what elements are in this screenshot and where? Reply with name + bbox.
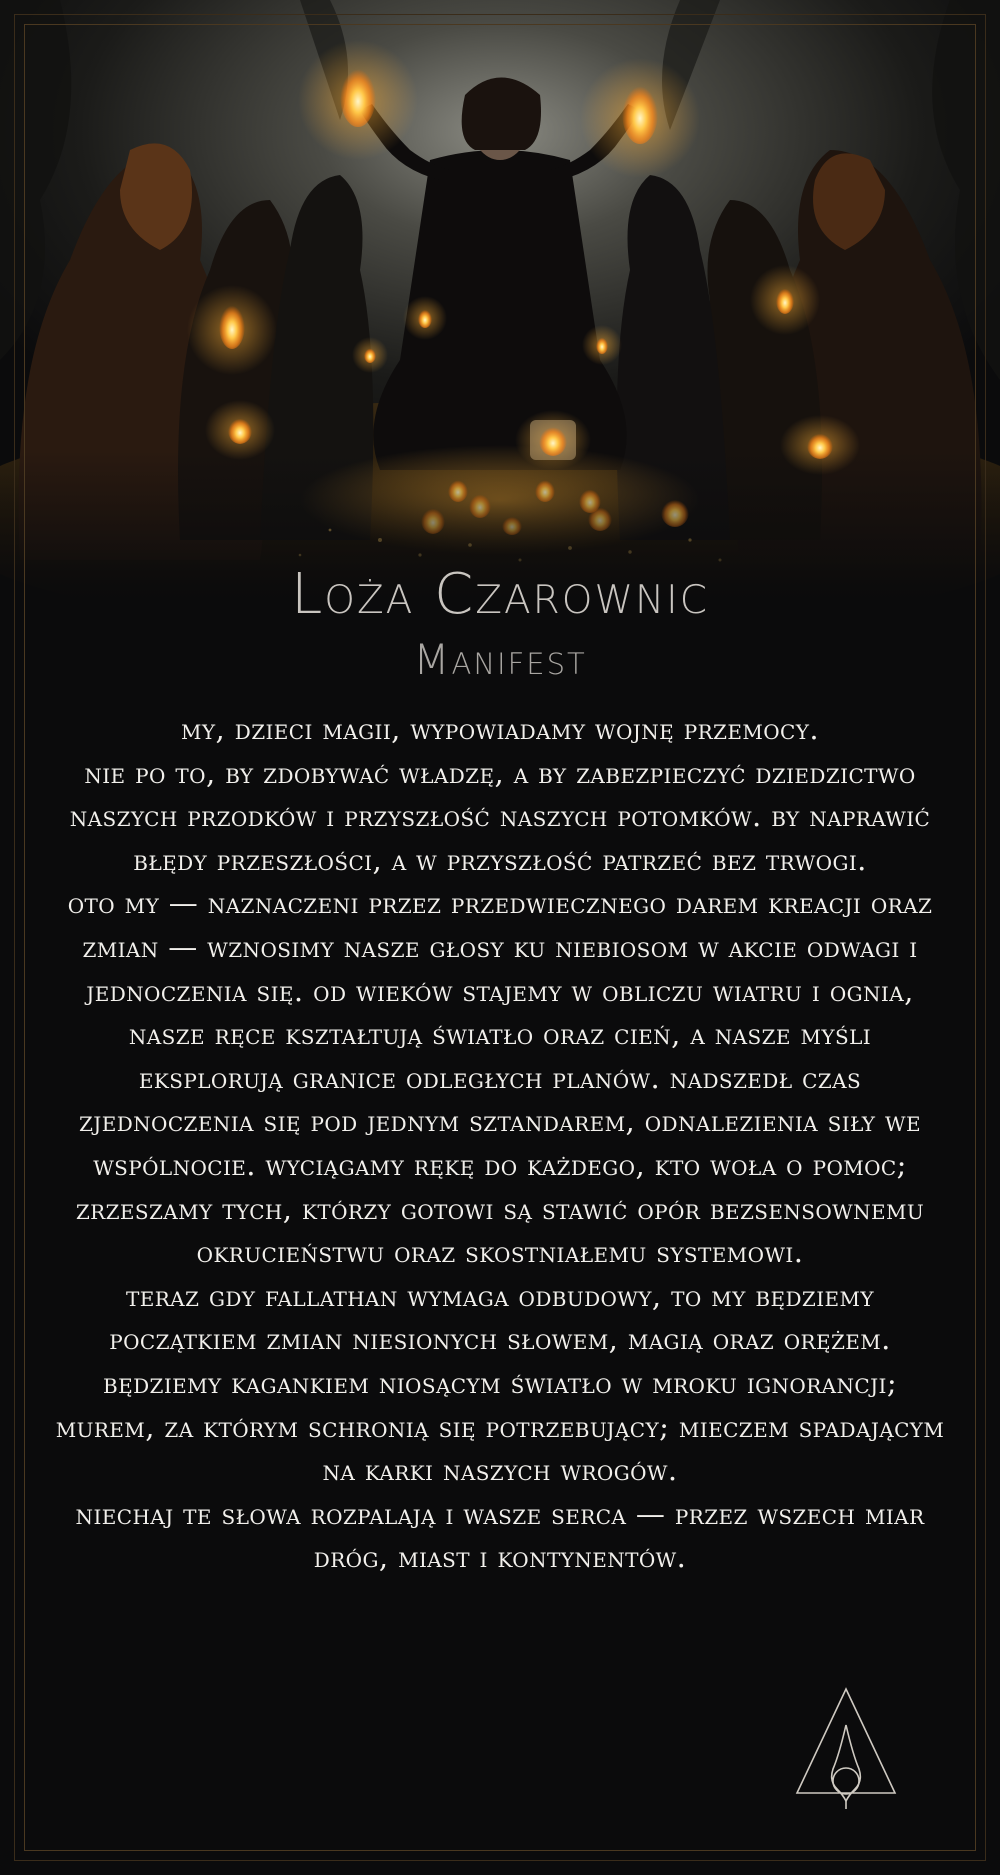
witches-candle-circle-illustration [0, 0, 1000, 600]
manifest-paragraph: oto my — naznaczeni przez przedwiecznego darem kreacji oraz zmian — wznosimy nasze głosy ku niebiosom w akcie odwagi i jednoczenia się. od wieków stajemy w obliczu wiatru i ognia, nasze ręce kształtują światło oraz cień, a nasze myśli eksplorują granice odległych planów. nadszedł czas zjednoczenia się pod jednym sztandarem, odnalezienia siły we wspólnocie. wyciągamy rękę do każdego, kto woła o pomoc; zrzeszamy tych, którzy gotowi są stawić opór bezsensownemu okrucieństwu oraz skostniałemu systemowi. [67, 886, 933, 1270]
page-subtitle: Manifest [413, 635, 587, 684]
page-title: Loża Czarownic [291, 562, 709, 627]
manifest-paragraph: nie po to, by zdobywać władzę, a by zabezpieczyć dziedzictwo naszych przodków i przyszłość naszych potomków. by naprawić błędy przeszłości, a w przyszłość patrzeć bez trwogi. [69, 755, 931, 877]
manifest-paragraph: teraz gdy fallathan wymaga odbudowy, to my będziemy początkiem zmian niesionych słowem, magią oraz orężem. będziemy kagankiem niosącym światło w mroku ignorancji; murem, za którym schronią się potrzebujący; mieczem spadającym na karki naszych wrogów. [55, 1278, 945, 1488]
manifest-paragraph: my, dzieci magii, wypowiadamy wojnę przemocy. [181, 712, 819, 746]
manifest-paragraph: niechaj te słowa rozpalają i wasze serca — przez wszech miar dróg, miast i kontynentów. [75, 1496, 925, 1575]
triangle-flame-emblem-icon [793, 1685, 899, 1810]
manifest-text [55, 708, 945, 1580]
